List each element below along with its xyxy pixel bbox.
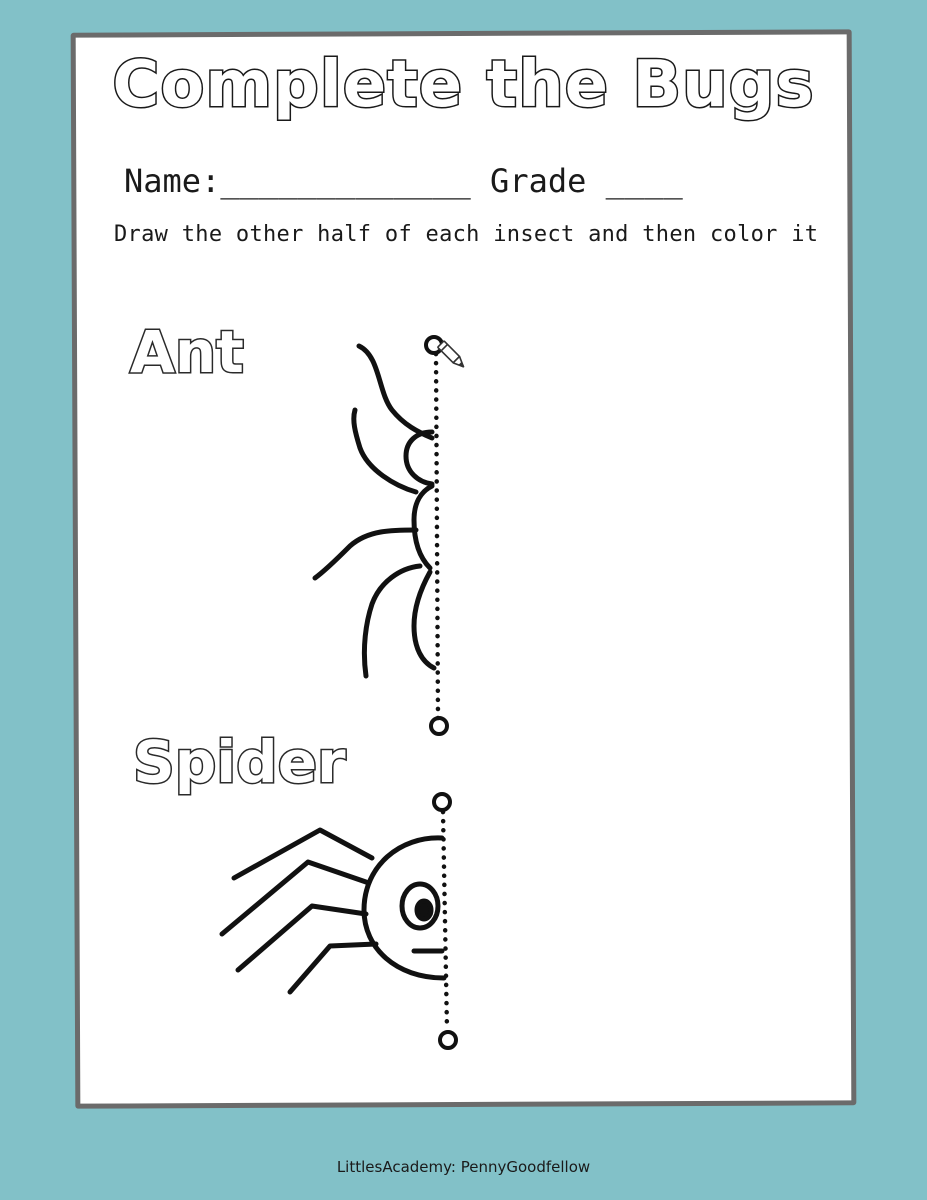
spider-label: Spider (133, 728, 346, 796)
footer-credit: LittlesAcademy: PennyGoodfellow (336, 1158, 591, 1176)
name-label: Name:_____________ (124, 162, 471, 200)
grade-label: Grade ____ (490, 162, 683, 200)
pencil-icon (438, 341, 467, 370)
half-ant-drawing (315, 337, 447, 734)
page-title: Complete the Bugs (112, 48, 815, 122)
half-spider-drawing (222, 794, 456, 1048)
instructions-text: Draw the other half of each insect and then color it (114, 222, 819, 247)
ant-label: Ant (130, 318, 244, 386)
